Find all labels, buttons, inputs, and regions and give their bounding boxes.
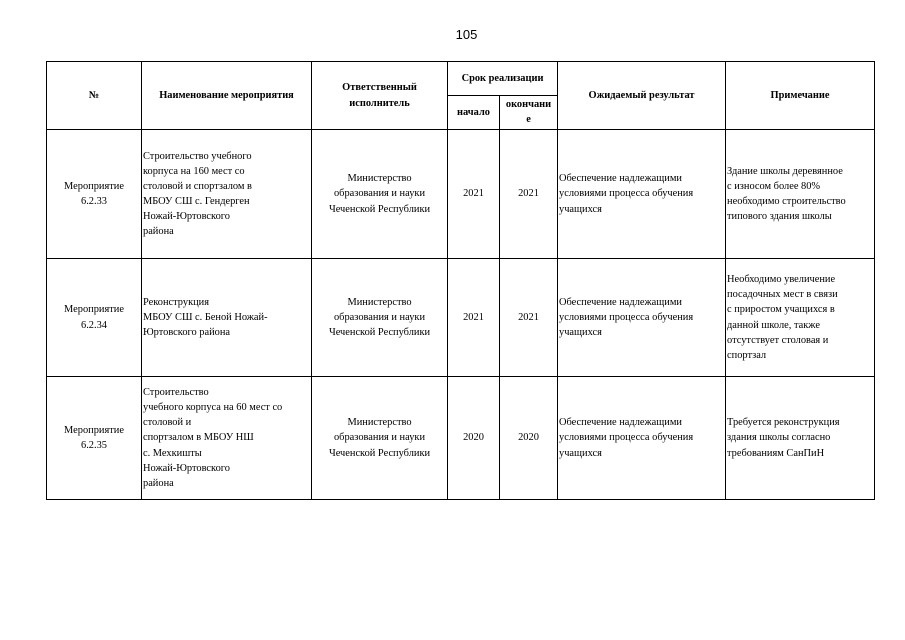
event-start: 2021 [448,259,500,377]
event-result: Обеспечение надлежащими условиями процесса обучения учащихся [558,259,726,377]
header-result: Ожидаемый результат [558,62,726,130]
event-name: Реконструкция МБОУ СШ с. Беной Ножай- Юртовского района [142,259,312,377]
event-name: Строительство учебного корпуса на 160 мест со столовой и спортзалом в МБОУ СШ с. Гендерген Ножай-Юртовского района [142,130,312,259]
header-note: Примечание [726,62,875,130]
page-number: 105 [455,27,478,42]
header-executor: Ответственный исполнитель [312,62,448,130]
table-row [47,259,875,377]
event-end: 2021 [500,130,558,259]
event-note: Здание школы деревянное с износом более 80% необходимо строительство типового здания школы [726,130,875,259]
table-row [47,377,875,500]
event-note: Необходимо увеличение посадочных мест в связи с приростом учащихся в данной школе, также отсутствует столовая и спортзал [726,259,875,377]
table-row [47,130,875,259]
header-num: № [47,62,142,130]
event-executor: Министерство образования и науки Чеченской Республики [312,130,448,259]
event-start: 2021 [448,130,500,259]
event-start: 2020 [448,377,500,500]
event-result: Обеспечение надлежащими условиями процесса обучения учащихся [558,130,726,259]
event-end: 2021 [500,259,558,377]
header-event-name: Наименование мероприятия [142,62,312,130]
event-end: 2020 [500,377,558,500]
event-executor: Министерство образования и науки Чеченской Республики [312,259,448,377]
header-end: окончани е [500,96,558,130]
event-number: Мероприятие 6.2.33 [47,130,142,259]
events-table [46,61,875,500]
header-start: начало [448,96,500,130]
event-number: Мероприятие 6.2.35 [47,377,142,500]
header-period: Срок реализации [448,62,558,96]
event-name: Строительство учебного корпуса на 60 мест со столовой и спортзалом в МБОУ НШ с. Мехкишты Ножай-Юртовского района [142,377,312,500]
header-row [47,62,875,96]
event-number: Мероприятие 6.2.34 [47,259,142,377]
event-note: Требуется реконструкция здания школы согласно требованиям СанПиН [726,377,875,500]
event-executor: Министерство образования и науки Чеченской Республики [312,377,448,500]
event-result: Обеспечение надлежащими условиями процесса обучения учащихся [558,377,726,500]
